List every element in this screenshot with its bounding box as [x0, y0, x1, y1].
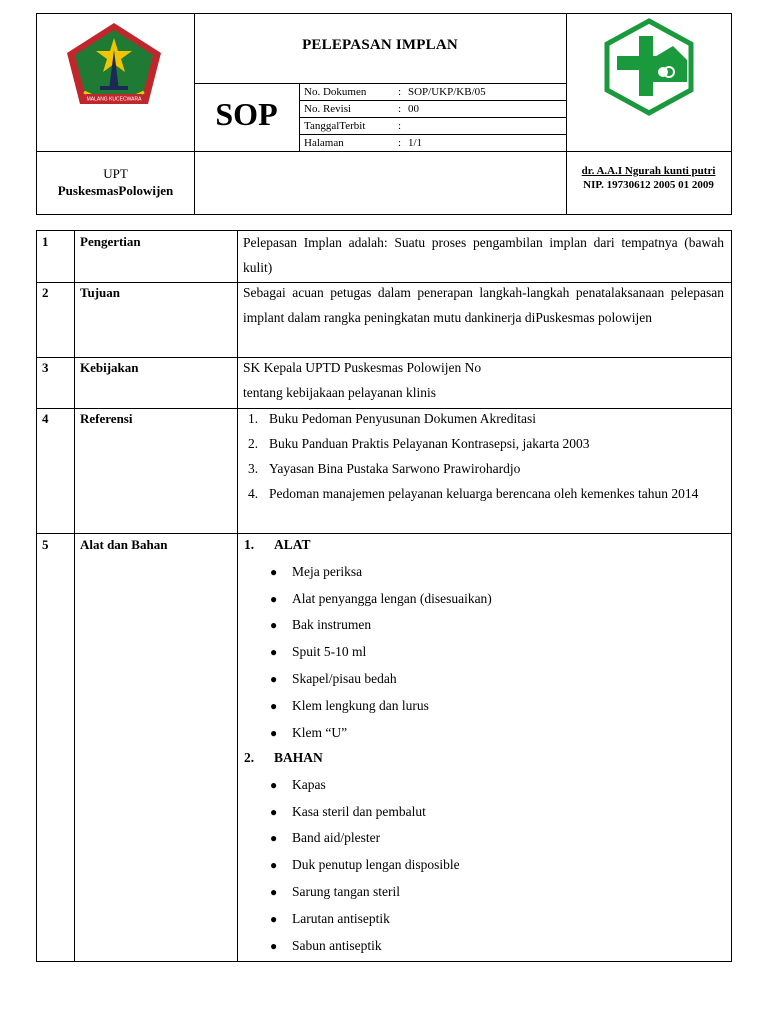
ref-item-2: Buku Panduan Praktis Pelayanan Kontrasepsi, jakarta 2003 [269, 436, 590, 451]
bahan-item-text: Kapas [292, 777, 326, 792]
bahan-item-text: Larutan antiseptik [292, 911, 390, 926]
bahan-item: ● Band aid/plester [270, 830, 381, 845]
organization-name [37, 165, 194, 199]
row-label-alat-bahan: Alat dan Bahan [80, 537, 168, 552]
document-title: PELEPASAN IMPLAN [302, 37, 458, 53]
meta-value-rev: 00 [408, 103, 419, 115]
alat-item-text: Klem “U” [292, 725, 348, 740]
malang-city-logo [64, 20, 164, 110]
alat-item-text: Skapel/pisau bedah [292, 671, 397, 686]
alat-item: ● Bak instrumen [270, 617, 372, 632]
bahan-item: ● Kapas [270, 777, 326, 792]
meta-sep-date: : [398, 120, 402, 132]
alat-item: ● Meja periksa [270, 564, 363, 579]
ref-num-1: 1. [248, 411, 259, 426]
bahan-heading: BAHAN [274, 750, 323, 765]
bahan-item: ● Larutan antiseptik [270, 911, 390, 926]
alat-heading: ALAT [274, 537, 311, 552]
row-number-5: 5 [42, 537, 49, 552]
meta-key-date: TanggalTerbit [304, 120, 366, 132]
alat-item-text: Meja periksa [292, 564, 363, 579]
row-number-4: 4 [42, 411, 49, 426]
row-label-referensi: Referensi [80, 411, 133, 426]
bahan-item: ● Sarung tangan steril [270, 884, 400, 899]
alat-item: ● Spuit 5-10 ml [270, 644, 367, 659]
bahan-number: 2. [244, 750, 255, 765]
meta-key-page: Halaman [304, 137, 344, 149]
bahan-item: ● Duk penutup lengan disposible [270, 857, 460, 872]
meta-sep-rev: : [398, 103, 402, 115]
bahan-item-text: Duk penutup lengan disposible [292, 857, 460, 872]
alat-item: ● Alat penyangga lengan (disesuaikan) [270, 591, 492, 606]
ref-item-1: Buku Pedoman Penyusunan Dokumen Akreditasi [269, 411, 536, 426]
bahan-item-text: Sabun antiseptik [292, 938, 382, 953]
meta-sep-page: : [398, 137, 402, 149]
signer-name: dr. A.A.I Ngurah kunti putri [581, 165, 716, 177]
signer-block [566, 164, 731, 192]
bahan-item-text: Sarung tangan steril [292, 884, 400, 899]
row-label-pengertian: Pengertian [80, 234, 141, 249]
alat-item: ● Klem “U” [270, 725, 348, 740]
row-number-1: 1 [42, 234, 49, 249]
meta-key-doc: No. Dokumen [304, 86, 367, 98]
ref-item-3: Yayasan Bina Pustaka Sarwono Prawirohardjo [269, 461, 521, 476]
bahan-item-text: Band aid/plester [292, 830, 381, 845]
ref-num-4: 4. [248, 486, 259, 501]
alat-item: ● Klem lengkung dan lurus [270, 698, 429, 713]
row-number-3: 3 [42, 360, 49, 375]
logo-text: MALANG KUCECWARA [86, 96, 142, 103]
ref-item-4: Pedoman manajemen pelayanan keluarga berencana oleh kemenkes tahun 2014 [269, 486, 699, 501]
meta-key-rev: No. Revisi [304, 103, 352, 115]
meta-sep-doc: : [398, 86, 402, 98]
row-label-kebijakan: Kebijakan [80, 360, 139, 375]
alat-item-text: Klem lengkung dan lurus [292, 698, 429, 713]
alat-number: 1. [244, 537, 255, 552]
row-text-pengertian: Pelepasan Implan adalah: Suatu proses pengambilan implan dari tempatnya (bawah kulit) [243, 235, 724, 275]
signer-nip: NIP. 19730612 2005 01 2009 [583, 179, 714, 191]
row-text-kebijakan [243, 355, 724, 405]
alat-item: ● Skapel/pisau bedah [270, 671, 397, 686]
meta-value-page: 1/1 [408, 137, 423, 149]
row-number-2: 2 [42, 285, 49, 300]
ref-num-2: 2. [248, 436, 259, 451]
kebijakan-line-1: SK Kepala UPTD Puskesmas Polowijen No [243, 360, 482, 375]
bahan-item-text: Kasa steril dan pembalut [292, 804, 426, 819]
alat-item-text: Bak instrumen [292, 617, 372, 632]
kebijakan-line-2: tentang kebijakaan pelayanan klinis [243, 385, 437, 400]
org-line-1: UPT [103, 166, 128, 181]
sop-label: SOP [215, 96, 278, 132]
puskesmas-logo [603, 18, 695, 116]
row-text-tujuan: Sebagai acuan petugas dalam penerapan langkah-langkah penatalaksanaan pelepasan implant dalam rangka peningkatan mutu dankinerja diPuskesmas polowijen [243, 285, 724, 325]
ref-num-3: 3. [248, 461, 259, 476]
meta-value-doc: SOP/UKP/KB/05 [408, 86, 486, 98]
row-label-tujuan: Tujuan [80, 285, 120, 300]
bahan-item: ● Kasa steril dan pembalut [270, 804, 426, 819]
alat-item-text: Spuit 5-10 ml [292, 644, 367, 659]
org-line-2: PuskesmasPolowijen [57, 183, 174, 198]
alat-item-text: Alat penyangga lengan (disesuaikan) [292, 591, 492, 606]
bahan-item: ● Sabun antiseptik [270, 938, 382, 953]
